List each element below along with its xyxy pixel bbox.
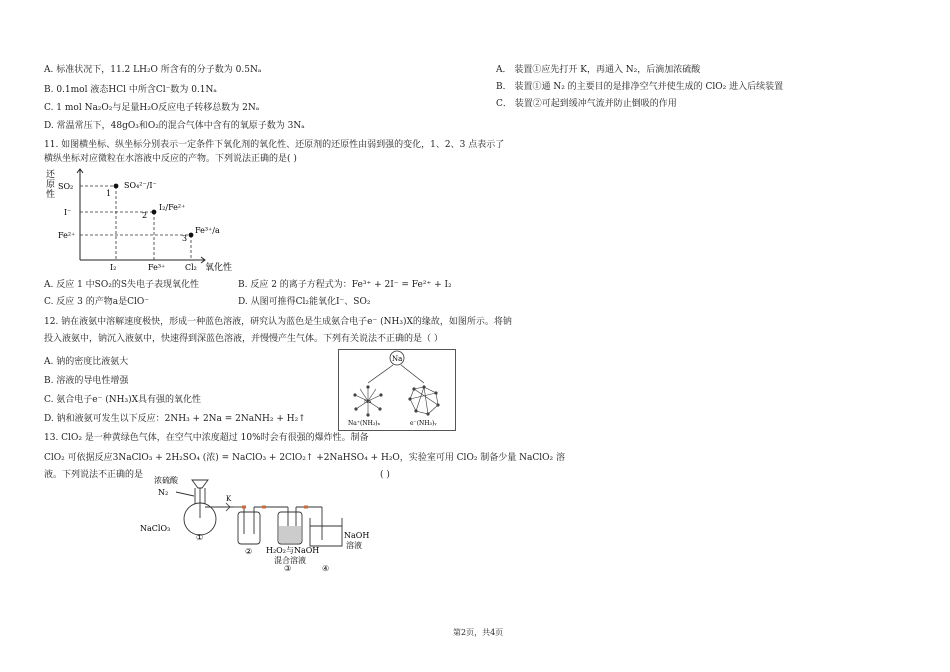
q12-option-c: C. 氨合电子e⁻ (NH₃)X具有强的氧化性 <box>44 395 201 405</box>
q12-stem-line1: 12. 钠在液氨中溶解速度极快，形成一种蓝色溶液，研究认为蓝色是生成氨合电子e⁻ (NH₃)X的缘故，如图所示。将钠 <box>44 317 512 327</box>
q10-option-c: C. 1 mol Na₂O₂与足量H₂O反应电子转移总数为 2Nₐ <box>44 103 260 113</box>
q12-option-a: A. 钠的密度比液氨大 <box>44 357 129 367</box>
graph-point-2-num: 2 <box>142 211 148 220</box>
right-option-c: C． 装置②可起到缓冲气流并防止倒吸的作用 <box>496 99 677 109</box>
q10-option-a: A. 标准状况下，11.2 LH₂O 所含有的分子数为 0.5Nₐ <box>44 65 262 75</box>
q11-stem-line2: 横纵坐标对应微粒在水溶液中反应的产物。下列说法正确的是( ) <box>44 154 297 164</box>
page-footer: 第2页，共4页 <box>453 628 504 637</box>
apparatus-naoh-label-2: 溶液 <box>346 541 362 550</box>
graph-point-3 <box>189 233 194 238</box>
apparatus-num-2: ② <box>245 547 253 556</box>
graph-xtick-i2: I₂ <box>110 263 117 272</box>
q11-option-d: D. 从图可推得Cl₂能氧化I⁻、SO₂ <box>238 297 371 307</box>
right-option-b: B． 装置①通 N₂ 的主要目的是排净空气并使生成的 ClO₂ 进入后续装置 <box>496 82 784 92</box>
q13-answer-paren: ( ) <box>380 470 390 480</box>
apparatus-mix-label-2: 混合溶液 <box>274 556 306 565</box>
graph-ylabel-2: 原 <box>46 180 56 190</box>
apparatus-naclo3-label: NaClO₃ <box>140 524 171 533</box>
q11-stem-line1: 11. 如图横坐标、纵坐标分别表示一定条件下氧化剂的氧化性、还原剂的还原性由弱到强的变化，1、2、3 点表示了 <box>44 140 505 150</box>
q13-stem-line1: 13. ClO₂ 是一种黄绿色气体，在空气中浓度超过 10%时会有很强的爆炸性。制备 <box>44 433 369 443</box>
graph-point-3-num: 3 <box>182 234 188 243</box>
q13-stem-line2: ClO₂ 可依据反应3NaClO₃ + 2H₂SO₄ (浓) = NaClO₃ + 2ClO₂↑ +2NaHSO₄ + H₂O，实验室可用 ClO₂ 制备少量 NaClO₂ 溶 <box>44 453 565 463</box>
redox-graph <box>44 166 254 274</box>
graph-ylabel-1: 还 <box>46 170 56 180</box>
graph-xtick-cl2: Cl₂ <box>185 263 197 272</box>
graph-ylabel-3: 性 <box>46 190 56 200</box>
graph-xtick-fe3: Fe³⁺ <box>148 263 166 272</box>
graph-point-2-label: I₂/Fe²⁺ <box>159 203 186 212</box>
apparatus-k-label: K <box>226 495 232 503</box>
q10-option-b: B. 0.1mol 液态HCl 中所含Cl⁻数为 0.1Nₐ <box>44 85 217 95</box>
q11-option-a: A. 反应 1 中SO₂的S失电子表现氧化性 <box>44 280 199 290</box>
sodium-ammonia-figure <box>338 349 456 431</box>
graph-point-3-label: Fe³⁺/a <box>195 226 220 235</box>
graph-xlabel: 氧化性 <box>205 263 233 273</box>
apparatus-mix-label-1: H₂O₂与NaOH <box>266 546 320 555</box>
na-figure-center: Na <box>364 399 372 405</box>
na-figure-right-caption: e⁻(NH₃)ᵧ <box>410 420 437 427</box>
apparatus-num-1: ① <box>196 533 204 542</box>
na-figure-left-caption: Na⁺(NH₃)ₓ <box>348 420 381 427</box>
apparatus-naoh-label-1: NaOH <box>344 531 370 540</box>
q12-option-d: D. 钠和液氨可发生以下反应：2NH₃ + 2Na = 2NaNH₂ + H₂↑ <box>44 414 306 424</box>
q11-option-b: B. 反应 2 的离子方程式为：Fe³⁺ + 2I⁻ = Fe²⁺ + I₂ <box>238 280 452 290</box>
graph-point-1-num: 1 <box>106 189 112 198</box>
graph-point-1 <box>114 184 119 189</box>
q12-stem-line2: 投入液氨中，钠沉入液氨中，快速得到深蓝色溶液，并慢慢产生气体。下列有关说法不正确的是（ ） <box>44 334 443 344</box>
apparatus-num-3: ③ <box>284 564 292 573</box>
graph-ytick-i: I⁻ <box>64 208 72 217</box>
apparatus-num-4: ④ <box>322 564 330 573</box>
graph-ytick-fe2: Fe²⁺ <box>58 231 76 240</box>
apparatus-acid-label: 浓硫酸 <box>154 476 178 485</box>
q10-option-d: D. 常温常压下，48gO₃和O₂的混合气体中含有的氧原子数为 3Nₐ <box>44 121 305 131</box>
q13-stem-line3: 液。下列说法不正确的是 <box>44 470 144 480</box>
graph-point-2 <box>152 210 157 215</box>
apparatus-figure <box>138 474 388 574</box>
q11-option-c: C. 反应 3 的产物a是ClO⁻ <box>44 297 149 307</box>
q12-option-b: B. 溶液的导电性增强 <box>44 376 129 386</box>
apparatus-n2-label: N₂ <box>158 488 169 497</box>
graph-point-1-label: SO₄²⁻/I⁻ <box>124 181 157 190</box>
na-figure-top: Na <box>392 355 403 363</box>
graph-ytick-so2: SO₂ <box>58 182 74 191</box>
right-option-a: A． 装置①应先打开 K，再通入 N₂，后滴加浓硫酸 <box>496 65 701 75</box>
